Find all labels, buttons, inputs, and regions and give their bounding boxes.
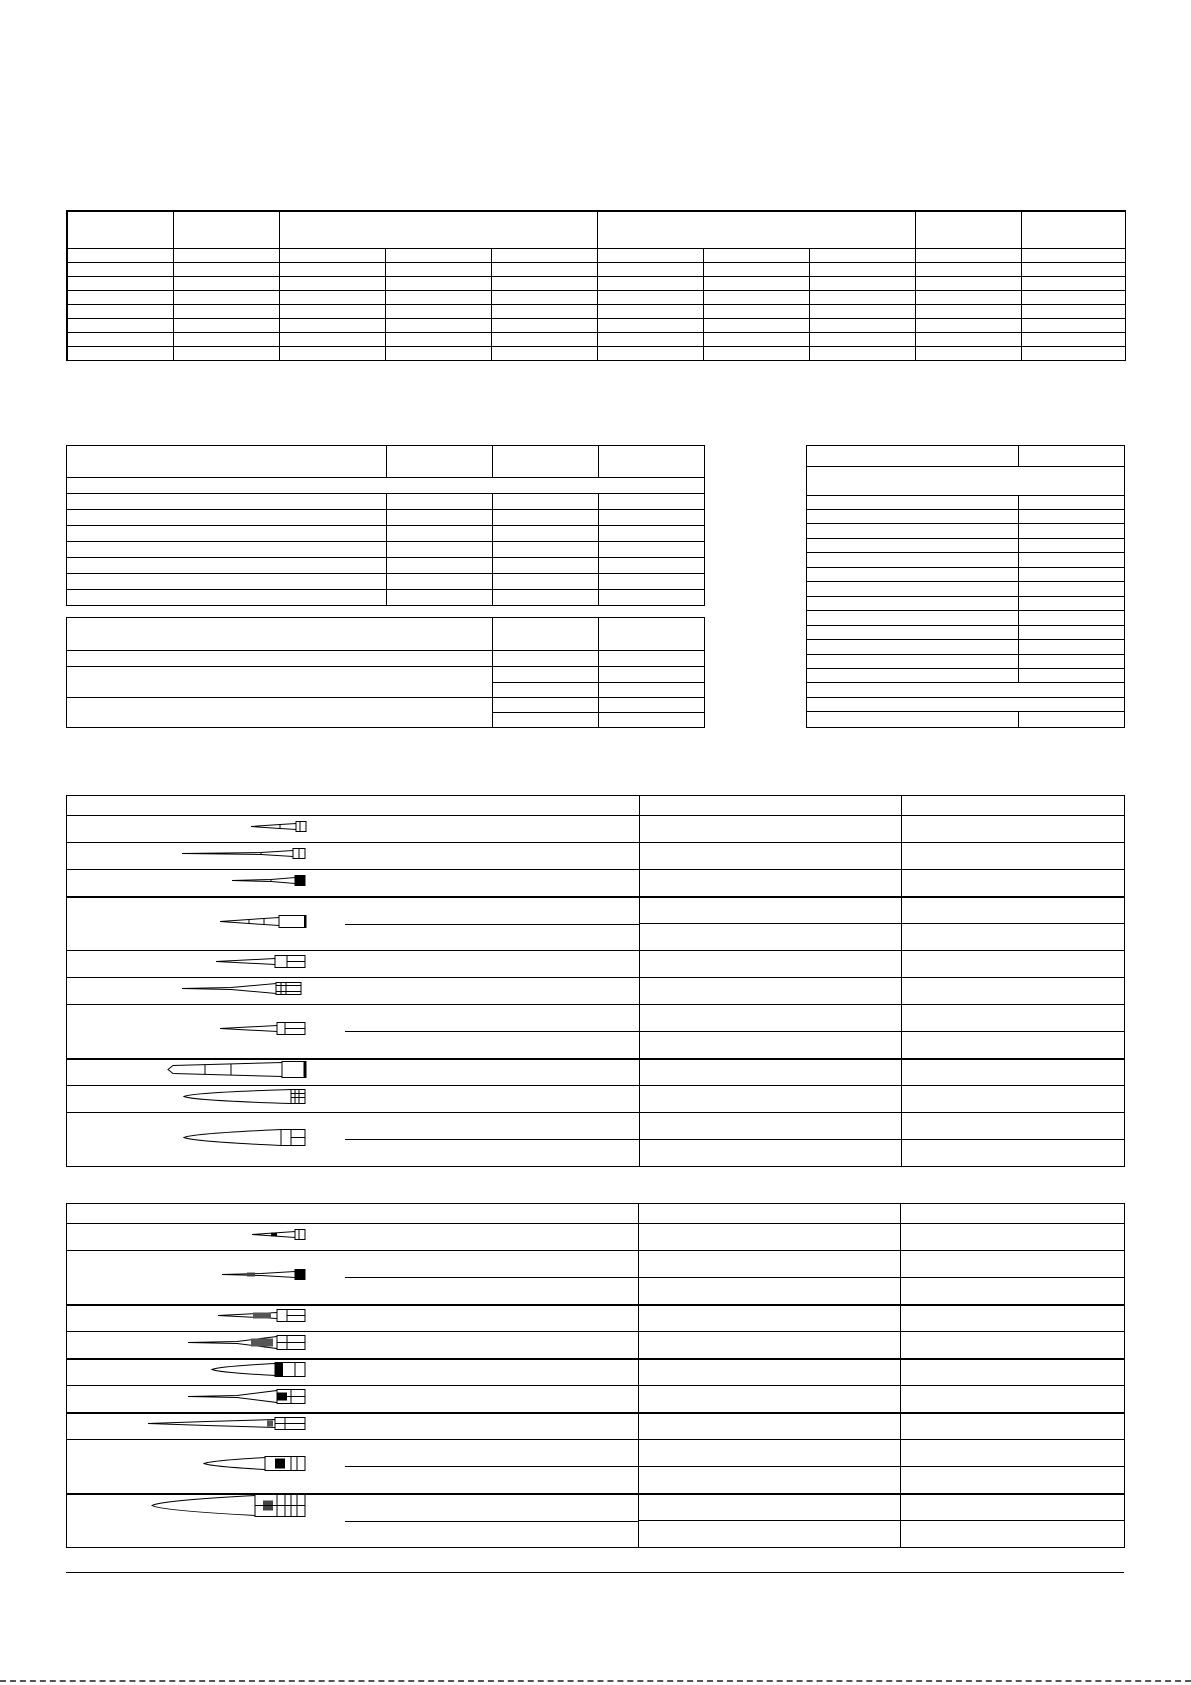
tip-row xyxy=(67,1005,1125,1032)
pipette-tip-icon xyxy=(167,1060,309,1085)
accessory-row xyxy=(807,712,1125,728)
spec-row xyxy=(67,276,1125,290)
page-edge-rule xyxy=(0,1680,1191,1682)
pipette-tip-icon xyxy=(183,1087,307,1112)
tip-cell xyxy=(67,897,640,951)
tip-row xyxy=(67,816,1125,843)
tip-cell xyxy=(67,1386,639,1413)
spec-header-row xyxy=(67,211,1125,248)
tip-row xyxy=(67,843,1125,870)
spec-header-cell xyxy=(173,211,279,248)
tip-row xyxy=(67,1494,1125,1521)
tip-row xyxy=(67,1305,1125,1332)
tip-cell xyxy=(67,951,640,978)
calibration-row xyxy=(67,494,705,510)
tip-cell xyxy=(67,843,640,870)
calibration-row xyxy=(67,590,705,606)
accessory-row xyxy=(807,524,1125,538)
tip-row xyxy=(67,870,1125,897)
tip-row xyxy=(67,1059,1125,1086)
tip-cell xyxy=(67,816,640,843)
accessory-section-row xyxy=(807,683,1125,697)
footer-rule xyxy=(66,1572,1124,1573)
spec-row xyxy=(67,262,1125,276)
tip-cell xyxy=(67,1359,639,1386)
calibration-table xyxy=(66,445,705,606)
pipette-tip-icon xyxy=(181,981,303,1002)
tip-row xyxy=(67,1440,1125,1467)
tip-table-2 xyxy=(66,1203,1125,1548)
accessory-row xyxy=(807,582,1125,596)
tip-cell xyxy=(67,978,640,1005)
tip-row xyxy=(67,978,1125,1005)
accessory-row xyxy=(807,538,1125,552)
pipette-tip-icon xyxy=(219,913,308,934)
accessory-row xyxy=(807,640,1125,654)
tip-row xyxy=(67,1251,1125,1278)
tip-table-1 xyxy=(66,795,1125,1167)
volume-table xyxy=(66,617,705,728)
tip-cell xyxy=(67,870,640,897)
spec-row xyxy=(67,304,1125,318)
tip-table-header-row xyxy=(67,1204,1125,1224)
tip-cell xyxy=(67,1305,639,1332)
spec-row xyxy=(67,248,1125,262)
spec-row xyxy=(67,346,1125,360)
tip-cell xyxy=(67,1440,639,1494)
spec-header-group xyxy=(279,211,597,248)
accessory-section-row xyxy=(807,466,1125,495)
spec-row xyxy=(67,290,1125,304)
volume-row xyxy=(67,651,705,667)
tip-row xyxy=(67,897,1125,924)
accessory-row xyxy=(807,654,1125,668)
calibration-section-row xyxy=(67,478,705,494)
volume-header-row xyxy=(67,618,705,651)
pipette-tip-icon xyxy=(251,1228,307,1247)
specification-table xyxy=(66,210,1126,361)
accessory-header-row xyxy=(807,446,1125,467)
pipette-tip-icon xyxy=(183,1126,307,1153)
spec-header-cell xyxy=(67,211,173,248)
accessory-row xyxy=(807,510,1125,524)
pipette-tip-icon xyxy=(187,1333,307,1356)
accessory-section-row xyxy=(807,697,1125,711)
calibration-row xyxy=(67,526,705,542)
pipette-tip-icon xyxy=(219,1021,307,1042)
pipette-tip-icon xyxy=(181,847,307,866)
pipette-tip-icon xyxy=(147,1416,307,1437)
spec-header-cell xyxy=(915,211,1021,248)
tip-cell xyxy=(67,1113,640,1167)
pipette-tip-icon xyxy=(231,873,307,892)
calibration-row xyxy=(67,542,705,558)
tip-cell xyxy=(67,1224,639,1251)
tip-row xyxy=(67,1113,1125,1140)
volume-row xyxy=(67,697,705,712)
volume-row xyxy=(67,667,705,682)
tip-cell xyxy=(67,1494,639,1548)
tip-row xyxy=(67,951,1125,978)
accessory-row xyxy=(807,611,1125,625)
calibration-row xyxy=(67,558,705,574)
calibration-row xyxy=(67,510,705,526)
tip-row xyxy=(67,1359,1125,1386)
accessory-row xyxy=(807,625,1125,639)
tip-row xyxy=(67,1386,1125,1413)
accessory-row xyxy=(807,567,1125,581)
pipette-tip-icon xyxy=(151,1492,307,1523)
accessory-table xyxy=(806,445,1125,728)
accessory-row xyxy=(807,669,1125,683)
accessory-row xyxy=(807,495,1125,509)
pipette-tip-icon xyxy=(187,1387,307,1410)
tip-cell xyxy=(67,1332,639,1359)
spec-header-cell xyxy=(1021,211,1125,248)
calibration-row xyxy=(67,574,705,590)
accessory-row xyxy=(807,553,1125,567)
spec-row xyxy=(67,332,1125,346)
tip-row xyxy=(67,1086,1125,1113)
pipette-tip-icon xyxy=(203,1455,307,1478)
tip-cell xyxy=(67,1251,639,1305)
pipette-tip-icon xyxy=(211,1361,307,1384)
tip-row xyxy=(67,1413,1125,1440)
tip-cell xyxy=(67,1413,639,1440)
tip-table-header-row xyxy=(67,796,1125,816)
pipette-tip-icon xyxy=(215,954,307,975)
spec-row xyxy=(67,318,1125,332)
tip-cell xyxy=(67,1005,640,1059)
spec-header-group xyxy=(597,211,915,248)
tip-cell xyxy=(67,1059,640,1086)
tip-cell xyxy=(67,1086,640,1113)
tip-row xyxy=(67,1332,1125,1359)
pipette-tip-icon xyxy=(217,1308,307,1329)
pipette-tip-icon xyxy=(250,820,307,839)
calibration-header-row xyxy=(67,446,705,478)
tip-row xyxy=(67,1224,1125,1251)
accessory-row xyxy=(807,596,1125,610)
pipette-tip-icon xyxy=(221,1268,307,1287)
